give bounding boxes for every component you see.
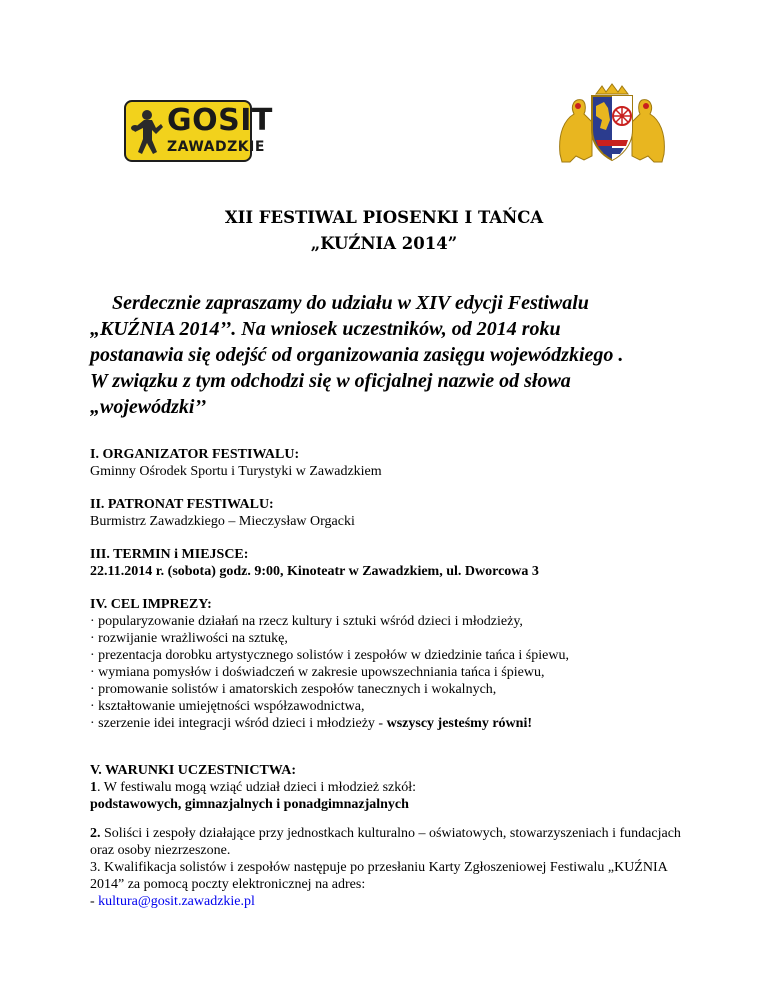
section-conditions (90, 762, 690, 813)
intro-line: W związku z tym odchodzi się w oficjalnej nazwie od słowa (90, 370, 571, 392)
intro-line: „wojewódzki’’ (90, 396, 207, 418)
section-patron (90, 496, 690, 530)
intro-line: Serdecznie zapraszamy do udziału w XIV edycji Festiwalu (112, 292, 589, 314)
discus-thrower-icon (130, 106, 164, 158)
section-heading: III. TERMIN i MIEJSCE: (90, 547, 249, 562)
intro-line: postanawia się odejść od organizowania zasięgu wojewódzkiego . (90, 344, 624, 366)
goal-item: · wymiana pomysłów i doświadczeń w zakresie upowszechniania tańca i śpiewu, (90, 665, 545, 680)
condition-number: 2. (90, 826, 101, 841)
section-heading: I. ORGANIZATOR FESTIWALU: (90, 447, 300, 462)
section-goals (90, 596, 690, 732)
goal-item (90, 715, 690, 732)
section-text: Gminny Ośrodek Sportu i Turystyki w Zawadzkiem (90, 464, 382, 479)
goal-item: · kształtowanie umiejętności współzawodnictwa, (90, 699, 365, 714)
goal-item: · prezentacja dorobku artystycznego solistów i zespołów w dziedzinie tańca i śpiewu, (90, 648, 569, 663)
festival-subtitle: „KUŹNIA 2014” (310, 234, 458, 253)
condition-number: 1 (90, 780, 97, 795)
condition-text: . W festiwalu mogą wziąć udział dzieci i młodzież szkół: (97, 780, 417, 795)
logo-title: GOSIT (167, 103, 273, 138)
section-conditions-continued (90, 825, 690, 910)
section-heading: IV. CEL IMPREZY: (90, 597, 212, 612)
condition-paragraph-2 (90, 825, 690, 859)
section-heading: V. WARUNKI UCZESTNICTWA: (90, 763, 297, 778)
section-text: 22.11.2014 r. (sobota) godz. 9:00, Kinoteatr w Zawadzkiem, ul. Dworcowa 3 (90, 564, 539, 579)
condition-paragraph-3: 3. Kwalifikacja solistów i zespołów następuje po przesłaniu Karty Zgłoszeniowej Festiwalu „KUŹNIA 2014” za pomocą poczty elektronicznej na adres: (90, 860, 667, 892)
email-prefix: - (90, 894, 99, 909)
intro-line: „KUŹNIA 2014’’. Na wniosek uczestników, od 2014 roku (90, 318, 561, 340)
condition-paragraph-1 (90, 779, 690, 796)
section-date-place (90, 546, 690, 580)
goal-item: · popularyzowanie działań na rzecz kultury i sztuki wśród dzieci i młodzieży, (90, 614, 523, 629)
section-text: Burmistrz Zawadzkiego – Mieczysław Orgacki (90, 514, 355, 529)
section-heading: II. PATRONAT FESTIWALU: (90, 497, 274, 512)
gosit-logo (124, 100, 273, 162)
section-organizer (90, 446, 690, 480)
condition-text: Soliści i zespoły działające przy jednostkach kulturalno – oświatowych, stowarzyszeniach i fundacjach oraz osoby niezrzeszone. (90, 826, 681, 858)
condition-school-types: podstawowych, gimnazjalnych i ponadgimnazjalnych (90, 797, 409, 812)
goal-item-emphasis: wszyscy jesteśmy równi! (386, 716, 533, 731)
goal-item: · promowanie solistów i amatorskich zespołów tanecznych i wokalnych, (90, 682, 497, 697)
goal-item: · rozwijanie wrażliwości na sztukę, (90, 631, 288, 646)
intro-paragraph (90, 290, 690, 420)
email-line (90, 893, 690, 910)
goal-item-text: · szerzenie idei integracji wśród dzieci i młodzieży - (90, 716, 387, 731)
festival-title: XII FESTIWAL PIOSENKI I TAŃCA (224, 208, 544, 227)
coat-of-arms-icon (556, 84, 668, 166)
email-link[interactable]: kultura@gosit.zawadzkie.pl (98, 894, 255, 909)
logo-subtitle: ZAWADZKIE (167, 139, 265, 155)
